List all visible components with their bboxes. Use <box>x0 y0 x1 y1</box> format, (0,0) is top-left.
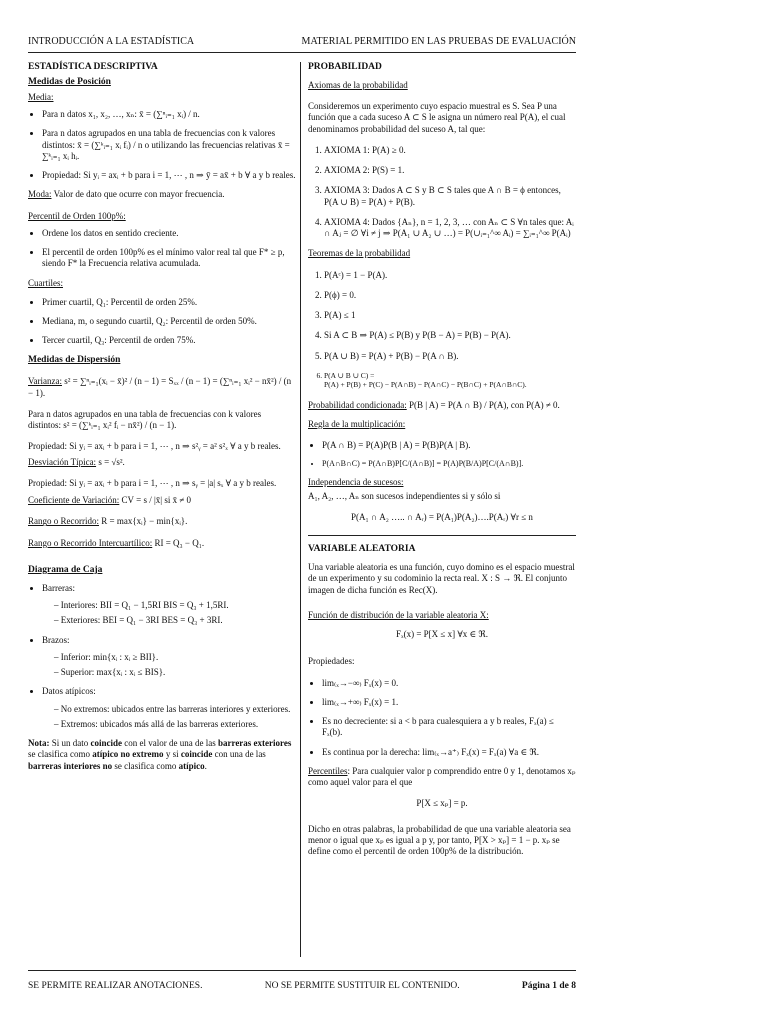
desviacion-label: Desviación Típica: <box>28 456 97 467</box>
varianza-formula: s² = ∑ⁿᵢ₌₁(xᵢ − x̄)² / (n − 1) = Sₓₓ / (n − 1) = (∑ⁿᵢ₌₁ xᵢ² − nx̄²) / (n − 1). <box>28 376 292 398</box>
footer-rule <box>28 970 576 971</box>
variable-aleatoria-text: Una variable aleatoria es una función, cuyo domino es el espacio muestral de un experimento y su codominio la recta real. X : S → ℜ. El conjunto imagen de dicha función es Rec(X). <box>308 562 575 595</box>
cuartiles-label: Cuartiles: <box>28 277 63 288</box>
axioma-1: 1. AXIOMA 1: P(A) ≥ 0. <box>324 145 576 156</box>
axiomas-intro: Consideremos un experimento cuyo espacio muestral es S. Sea P una función que a cada suceso A ⊂ S le asigna un número real P(A), el cual denominamos probabilidad del suceso A, tal que: <box>308 101 566 134</box>
section-title-probabilidad: PROBABILIDAD <box>308 62 382 72</box>
teorema-1: 1. P(Aᶜ) = 1 − P(A). <box>324 270 576 281</box>
cuartil-item-1: • Primer cuartil, Q₁: Percentil de orden 25%. <box>42 297 296 308</box>
variable-aleatoria-title: VARIABLE ALEATORIA <box>308 544 416 555</box>
barreras-sublist <box>42 600 296 627</box>
barreras-exteriores: – Exteriores: BEI = Q₁ − 3RI BES = Q₃ + 3RI. <box>54 615 296 626</box>
cv-formula: CV = s / |x̄| si x̄ ≠ 0 <box>121 495 192 506</box>
varianza-agrupados: Para n datos agrupados en una tabla de frecuencias con k valores distintos: s² = (∑ᵏᵢ₌₁ xᵢ² fᵢ − nx̄²) / (n − 1). <box>28 408 262 431</box>
percentil-item-1: • Ordene los datos en sentido creciente. <box>42 228 296 239</box>
atipicos-sublist <box>42 704 296 731</box>
brazo-inferior: – Inferior: min{xᵢ : xᵢ ≥ BII}. <box>54 652 296 663</box>
funcion-distribucion-label: Función de distribución de la variable aleatoria X: <box>308 609 489 620</box>
brazos-label: Brazos: <box>42 634 70 645</box>
condicionada-formula: P(B | A) = P(A ∩ B) / P(A), con P(A) ≠ 0. <box>408 399 560 410</box>
nota-text-1: Si un dato <box>49 738 91 748</box>
nota-text-2: con el valor de una de las <box>122 738 218 748</box>
moda-label: Moda: <box>28 189 52 200</box>
caja-atipicos <box>42 686 296 730</box>
desviacion-row <box>28 457 296 468</box>
nota-atipico-no-extremo: atípico no extremo <box>92 749 164 760</box>
posicion-title: Medidas de Posición <box>28 76 111 87</box>
nota-coincide: coincide <box>90 738 123 748</box>
atipicos-no-extremos: – No extremos: ubicados entre las barreras interiores y exteriores. <box>54 704 296 715</box>
caja-barreras <box>42 583 296 627</box>
percentiles-formula: P[X ≤ xₚ] = p. <box>416 798 468 809</box>
propiedad-3: • Es no decreciente: si a < b para cualesquiera a y b reales, Fₓ(a) ≤ Fₓ(b). <box>322 716 576 739</box>
propiedades-label: Propiedades: <box>308 656 355 667</box>
multiplicacion-list <box>308 440 576 469</box>
teoremas-list <box>308 270 576 390</box>
nota-barreras-exteriores: barreras exteriores <box>217 738 292 748</box>
nota-barreras-interiores: barreras interiores no <box>28 760 113 771</box>
teorema-2: 2. P(ϕ) = 0. <box>324 290 576 301</box>
multiplicacion-2: • P(A∩B∩C) = P(A∩B)P[C/(A∩B)] = P(A)P(B/A)P[C/(A∩B)]. <box>322 459 576 469</box>
percentiles-text-2: Dicho en otras palabras, la probabilidad de que una variable aleatoria sea menor o igual que xₚ es igual a p y, por tanto, P[X > xₚ] = 1 − p. xₚ se define como el percentil de orden 100p% de la distribución. <box>308 823 571 856</box>
nota-text-3: se clasifica como <box>28 749 93 760</box>
percentil-label: Percentil de Orden 100p%: <box>28 210 126 221</box>
moda-row <box>28 189 296 200</box>
brazo-superior: – Superior: max{xᵢ : xᵢ ≤ BIS}. <box>54 667 296 678</box>
footer-page-number: Página 1 de 8 <box>521 981 576 991</box>
independencia-formula: P(A₁ ∩ A₂ ….. ∩ Aᵣ) = P(A₁)P(A₂)….P(Aᵣ) ∀r ≤ n <box>351 511 533 522</box>
rango-row <box>28 516 296 527</box>
axiomas-list <box>308 145 576 240</box>
condicionada-label: Probabilidad condicionada: <box>308 399 407 410</box>
rango-label: Rango o Recorrido: <box>28 516 99 527</box>
barreras-label: Barreras: <box>42 582 75 593</box>
axioma-3: 3. AXIOMA 3: Dados A ⊂ S y B ⊂ S tales que A ∩ B = ϕ entonces, P(A ∪ B) = P(A) + P(B). <box>324 185 576 208</box>
percentiles-label: Percentiles <box>308 765 348 776</box>
cv-row <box>28 495 296 506</box>
nota-text-6: se clasifica como <box>112 760 179 771</box>
funcion-distribucion-formula: Fₓ(x) = P[X ≤ x] ∀x ∈ ℜ. <box>395 629 489 639</box>
nota-atipico: atípico <box>178 760 205 771</box>
caja-title: Diagrama de Caja <box>28 564 103 575</box>
media-list <box>28 109 296 181</box>
caja-list <box>28 583 296 730</box>
teorema-5: 5. P(A ∪ B) = P(A) + P(B) − P(A ∩ B). <box>324 351 576 362</box>
teorema-6 <box>324 371 576 390</box>
header-left: INTRODUCCIÓN A LA ESTADÍSTICA <box>28 36 195 47</box>
ri-label: Rango o Recorrido Intercuartílico: <box>28 537 153 548</box>
cuartil-item-3: • Tercer cuartil, Q₃: Percentil de orden 75%. <box>42 335 296 346</box>
media-item-2: • Para n datos agrupados en una tabla de frecuencias con k valores distintos: x̄ = (∑ᵏᵢ₌₁ xᵢ fᵢ) / n o utilizando las frecuencias relativas x̄ = ∑ᵏᵢ₌₁ xᵢ hᵢ. <box>42 128 296 162</box>
teorema-6-line-1: 6. P(A ∪ B ∪ C) = <box>324 370 375 380</box>
nota-paragraph <box>28 738 296 772</box>
header-rule <box>28 52 576 53</box>
rango-formula: R = max{xᵢ} − min{xᵢ}. <box>101 516 188 527</box>
cuartiles-list <box>28 297 296 347</box>
varianza-row <box>28 376 296 399</box>
brazos-sublist <box>42 652 296 679</box>
dispersion-title: Medidas de Dispersión <box>28 354 121 365</box>
propiedad-4: • Es continua por la derecha: lim₍ₓ→a⁺₎ Fₓ(x) = Fₓ(a) ∀a ∈ ℜ. <box>322 747 576 758</box>
media-item-1: • Para n datos x₁, x₂, …, xₙ: x̄ = (∑ⁿᵢ₌₁ xᵢ) / n. <box>42 109 296 120</box>
header-right: MATERIAL PERMITIDO EN LAS PRUEBAS DE EVALUACIÓN <box>301 36 576 47</box>
barreras-interiores: – Interiores: BII = Q₁ − 1,5RI BIS = Q₃ + 1,5RI. <box>54 600 296 611</box>
desviacion-formula: s = √s². <box>98 456 125 467</box>
teorema-6-line-2: P(A) + P(B) + P(C) − P(A∩B) − P(A∩C) − P(B∩C) + P(A∩B∩C). <box>324 380 527 390</box>
varianza-label: Varianza: <box>28 376 62 387</box>
teorema-4: 4. Si A ⊂ B ⇒ P(A) ≤ P(B) y P(B − A) = P(B) − P(A). <box>324 330 576 341</box>
page-footer <box>28 981 576 993</box>
ri-row <box>28 538 296 549</box>
atipicos-extremos: – Extremos: ubicados más allá de las barreras exteriores. <box>54 719 296 730</box>
condicionada-row <box>308 400 576 411</box>
axioma-2: 2. AXIOMA 2: P(S) = 1. <box>324 165 576 176</box>
axiomas-label: Axiomas de la probabilidad <box>308 79 408 90</box>
varianza-propiedad: Propiedad: Si yᵢ = axᵢ + b para i = 1, ⋯ , n ⇒ s²ᵧ = a² s²ₓ ∀ a y b reales. <box>28 441 281 452</box>
cuartil-item-2: • Mediana, m, o segundo cuartil, Q₂: Percentil de orden 50%. <box>42 316 296 327</box>
atipicos-label: Datos atípicos: <box>42 686 96 697</box>
nota-label: Nota: <box>28 738 50 748</box>
nota-text-5: con una de las <box>212 749 266 760</box>
independencia-text: A₁, A₂, …, Aₙ son sucesos independientes si y sólo si <box>308 490 501 501</box>
moda-text: Valor de dato que ocurre con mayor frecuencia. <box>53 189 225 200</box>
section-rule <box>308 535 576 536</box>
multiplicacion-1: • P(A ∩ B) = P(A)P(B | A) = P(B)P(A | B). <box>322 440 576 451</box>
percentiles-paragraph <box>308 766 576 789</box>
section-title-descriptiva: ESTADÍSTICA DESCRIPTIVA <box>28 62 158 72</box>
left-column <box>28 62 296 772</box>
caja-brazos <box>42 635 296 679</box>
page-header <box>28 36 576 49</box>
percentiles-text: : Para cualquier valor p comprendido entre 0 y 1, denotamos xₚ como aquel valor para el que <box>308 765 576 787</box>
column-divider <box>300 62 301 957</box>
cv-label: Coeficiente de Variación: <box>28 495 120 506</box>
media-item-3: • Propiedad: Si yᵢ = axᵢ + b para i = 1, ⋯ , n ⇒ ȳ = ax̄ + b ∀ a y b reales. <box>42 170 296 181</box>
propiedad-1: • lim₍ₓ→−∞₎ Fₓ(x) = 0. <box>322 678 576 689</box>
media-label: Media: <box>28 91 54 102</box>
nota-text-7: . <box>204 760 207 771</box>
nota-text-4: y si <box>163 749 181 760</box>
footer-middle: NO SE PERMITE SUSTITUIR EL CONTENIDO. <box>264 981 460 991</box>
teorema-3: 3. P(A) ≤ 1 <box>324 310 576 321</box>
percentil-item-2: • El percentil de orden 100p% es el mínimo valor real tal que F* ≥ p, siendo F* la Frecuencia relativa acumulada. <box>42 247 296 270</box>
percentil-list <box>28 228 296 270</box>
propiedades-list <box>308 678 576 758</box>
teoremas-label: Teoremas de la probabilidad <box>308 248 411 259</box>
axioma-4: 4. AXIOMA 4: Dados {Aₙ}, n = 1, 2, 3, … con Aₙ ⊂ S ∀n tales que: Aᵢ ∩ Aⱼ = ∅ ∀i ≠ j ⇒ P(A₁ ∪ A₂ ∪ …) = P(∪ᵢ₌₁^∞ Aᵢ) = ∑ᵢ₌₁^∞ P(Aᵢ) <box>324 217 576 240</box>
nota-coincide-2: coincide <box>180 749 213 760</box>
multiplicacion-label: Regla de la multiplicación: <box>308 418 406 429</box>
desviacion-propiedad: Propiedad: Si yᵢ = axᵢ + b para i = 1, ⋯ , n ⇒ sᵧ = |a| sₓ ∀ a y b reales. <box>28 477 277 488</box>
propiedad-2: • lim₍ₓ→+∞₎ Fₓ(x) = 1. <box>322 697 576 708</box>
ri-formula: RI = Q₃ − Q₁. <box>154 537 205 548</box>
footer-left: SE PERMITE REALIZAR ANOTACIONES. <box>28 981 203 991</box>
right-column <box>308 62 576 857</box>
independencia-label: Independencia de sucesos: <box>308 477 404 488</box>
